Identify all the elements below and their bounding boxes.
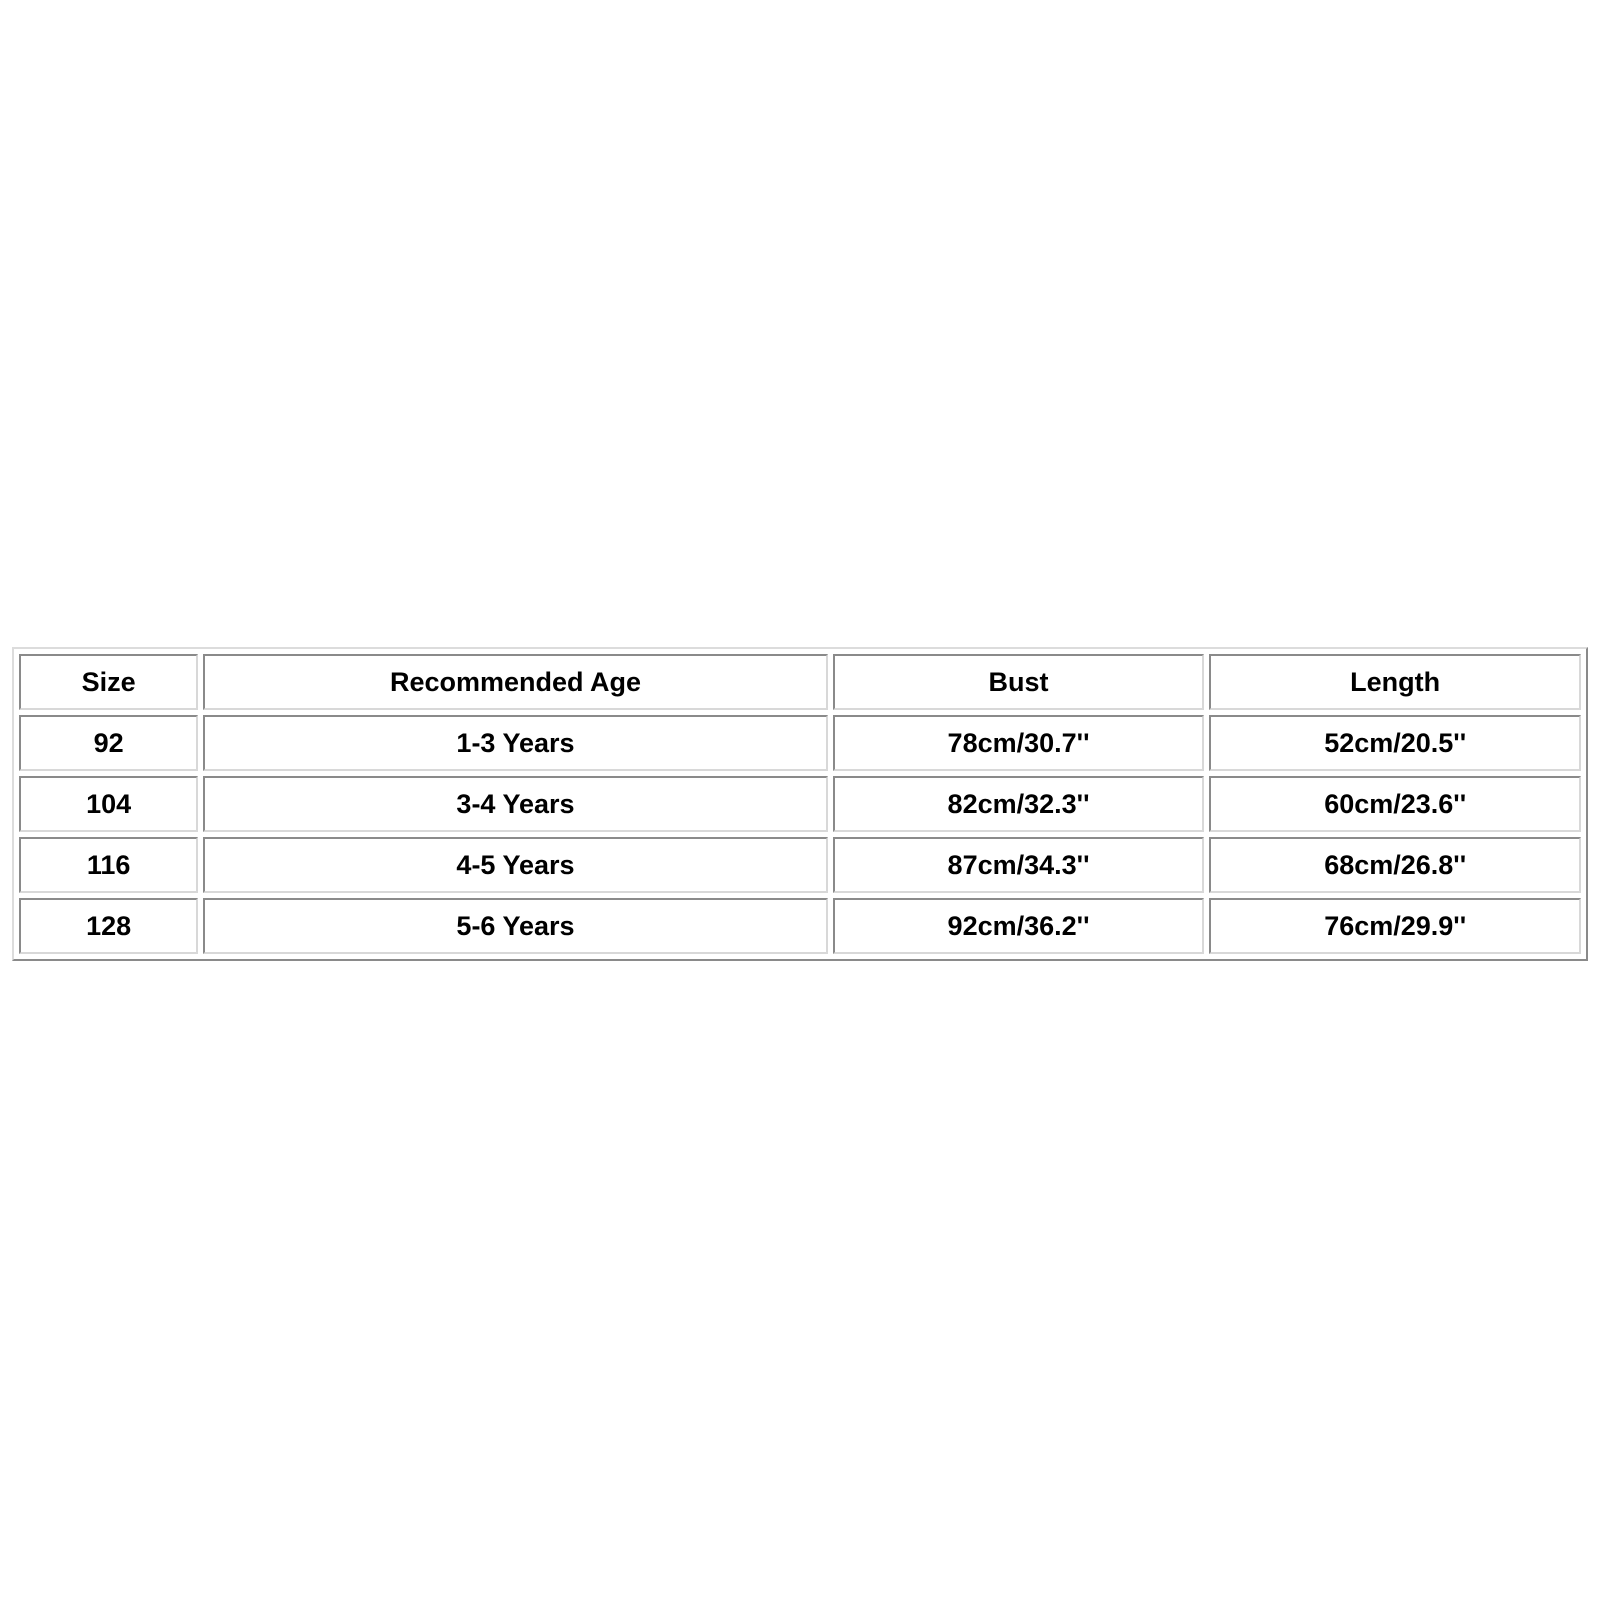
table-row <box>19 837 1581 893</box>
cell-age: 1-3 Years <box>203 715 827 771</box>
cell-bust: 92cm/36.2'' <box>833 898 1205 954</box>
header-length: Length <box>1209 654 1581 710</box>
cell-size: 92 <box>19 715 198 771</box>
cell-size: 128 <box>19 898 198 954</box>
cell-age: 5-6 Years <box>203 898 827 954</box>
cell-age: 4-5 Years <box>203 837 827 893</box>
header-size: Size <box>19 654 198 710</box>
cell-bust: 82cm/32.3'' <box>833 776 1205 832</box>
cell-length: 68cm/26.8'' <box>1209 837 1581 893</box>
cell-length: 60cm/23.6'' <box>1209 776 1581 832</box>
header-recommended-age: Recommended Age <box>203 654 827 710</box>
header-bust: Bust <box>833 654 1205 710</box>
cell-size: 104 <box>19 776 198 832</box>
cell-length: 76cm/29.9'' <box>1209 898 1581 954</box>
cell-size: 116 <box>19 837 198 893</box>
table-header-row <box>19 654 1581 710</box>
cell-bust: 87cm/34.3'' <box>833 837 1205 893</box>
cell-bust: 78cm/30.7'' <box>833 715 1205 771</box>
size-chart-table <box>12 647 1588 961</box>
cell-age: 3-4 Years <box>203 776 827 832</box>
table-row <box>19 898 1581 954</box>
table-row <box>19 776 1581 832</box>
cell-length: 52cm/20.5'' <box>1209 715 1581 771</box>
table-row <box>19 715 1581 771</box>
